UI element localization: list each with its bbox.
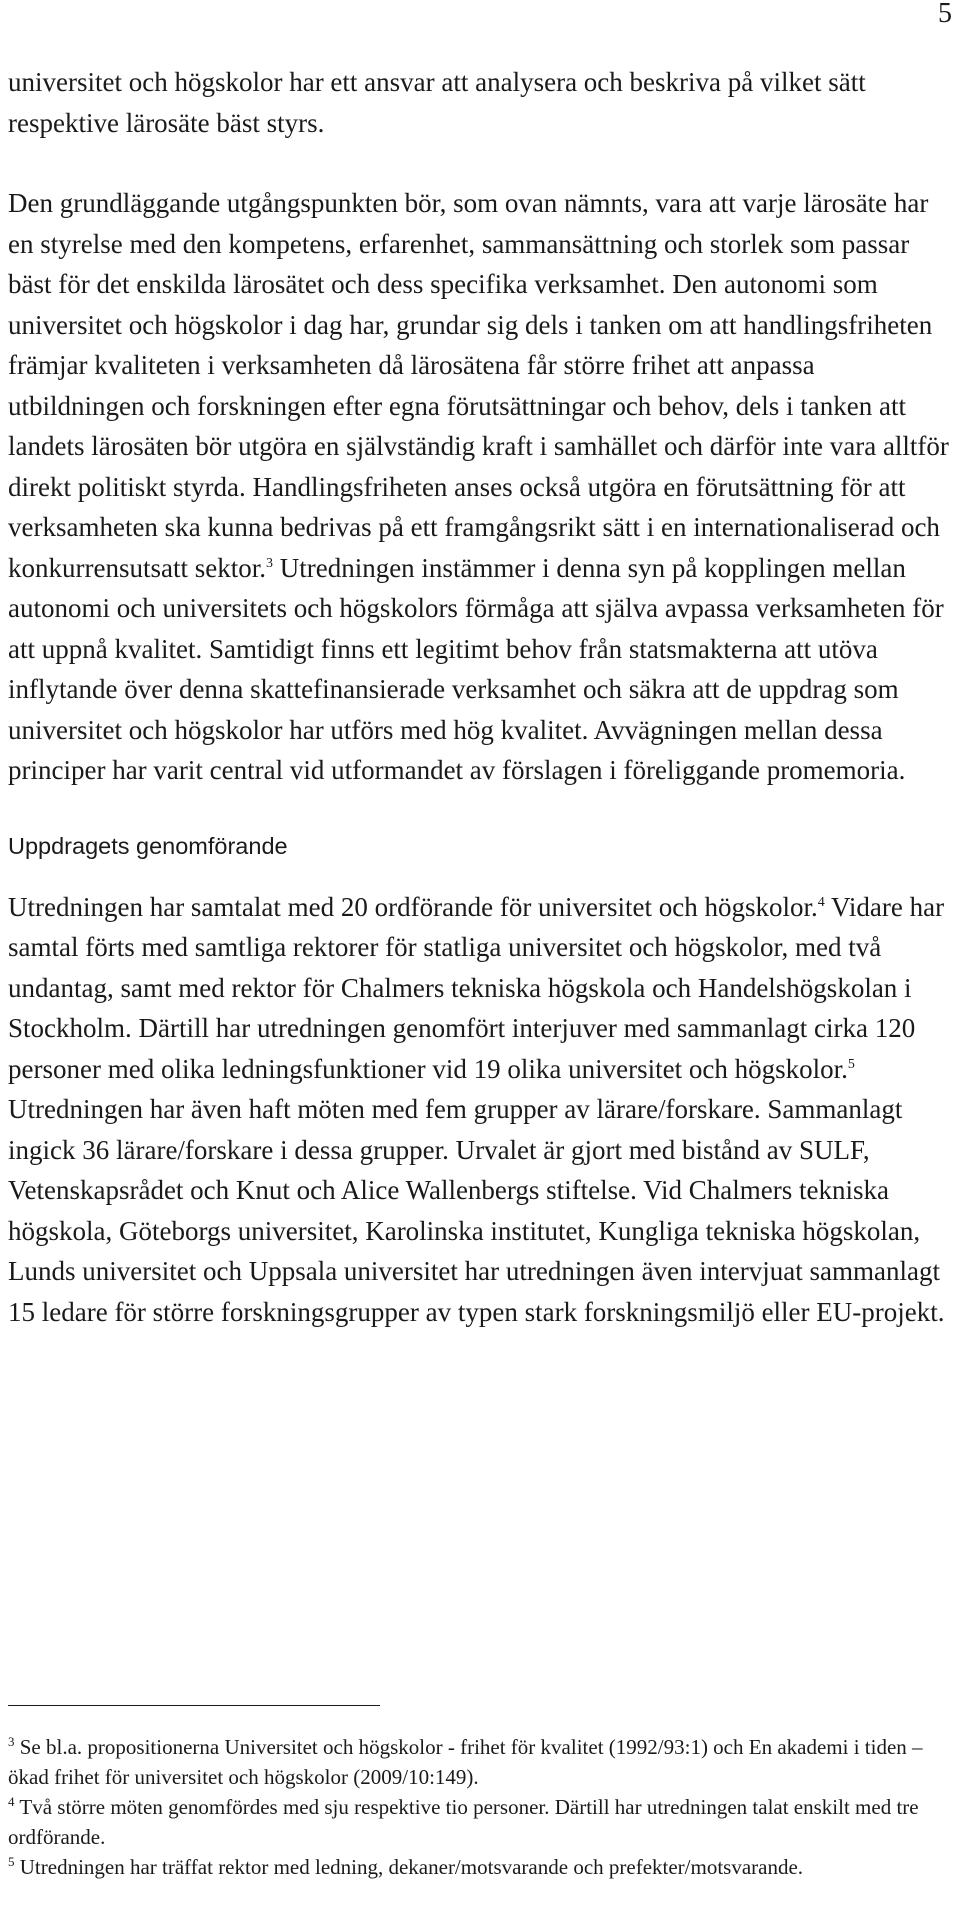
footnotes bbox=[8, 1705, 952, 1882]
footnote-ref-5: 5 bbox=[847, 1056, 855, 1072]
section-paragraph-part-2: Vidare har samtal förts med samtliga rektorer för statliga universitet och högskolor, med två undantag, samt med rektor för Chalmers tekniska högskola och Handelshögskolan i Stockholm. Därtill har utredningen genomfört interjuver med sammanlagt cirka 120 personer med olika ledningsfunktioner vid 19 olika universitet och högskolor. bbox=[8, 891, 945, 1084]
footnote-ref-3: 3 bbox=[265, 555, 273, 571]
footnote-number-3: 3 bbox=[8, 1734, 15, 1749]
section-heading: Uppdragets genomförande bbox=[8, 832, 288, 859]
section-paragraph bbox=[8, 887, 952, 1333]
footnote-5 bbox=[8, 1852, 952, 1882]
footnote-number-4: 4 bbox=[8, 1794, 15, 1809]
footnote-3 bbox=[8, 1732, 952, 1792]
section-paragraph-part-3: Utredningen har även haft möten med fem grupper av lärare/forskare. Sammanlagt ingick 36 lärare/forskare i dessa grupper. Urvalet är gjort med bistånd av SULF, Vetenskapsrådet och Knut och Alice Wallenbergs stiftelse. Vid Chalmers tekniska högskola, Göteborgs universitet, Karolinska institutet, Kungliga tekniska högskolan, Lunds universitet och Uppsala universitet har utredningen även intervjuat sammanlagt 15 ledare för större forskningsgrupper av typen stark forskningsmiljö eller EU-projekt. bbox=[8, 1094, 945, 1327]
footnote-text-4: Två större möten genomfördes med sju respektive tio personer. Därtill har utredningen talat enskilt med tre ordförande. bbox=[8, 1795, 919, 1849]
paragraph-spacer bbox=[8, 143, 952, 183]
paragraph-1: universitet och högskolor har ett ansvar att analysera och beskriva på vilket sätt respektive lärosäte bäst styrs. bbox=[8, 67, 866, 138]
footnote-number-5: 5 bbox=[8, 1854, 15, 1869]
page-number: 5 bbox=[938, 0, 952, 29]
footnote-ref-4: 4 bbox=[817, 894, 825, 910]
paragraph-2-part-2: Utredningen instämmer i denna syn på kopplingen mellan autonomi och universitets och högskolors förmåga att själva avpassa verksamheten för att uppnå kvalitet. Samtidigt finns ett legitimt behov från statsmakterna att utöva inflytande över denna skattefinansierade verksamhet och säkra att de uppdrag som universitet och högskolor har utförs med hög kvalitet. Avvägningen mellan dessa principer har varit central vid utformandet av förslagen i föreliggande promemoria. bbox=[8, 552, 944, 785]
footnote-4 bbox=[8, 1792, 952, 1852]
section-paragraph-part-1: Utredningen har samtalat med 20 ordförande för universitet och högskolor. bbox=[8, 891, 818, 922]
paragraph-2 bbox=[8, 183, 952, 791]
footnote-text-3: Se bl.a. propositionerna Universitet och högskolor - frihet för kvalitet (1992/93:1) och En akademi i tiden – ökad frihet för universitet och högskolor (2009/10:149). bbox=[8, 1735, 923, 1789]
footnote-divider bbox=[8, 1705, 380, 1706]
paragraph-2-part-1: Den grundläggande utgångspunkten bör, som ovan nämnts, vara att varje lärosäte har en styrelse med den kompetens, erfarenhet, sammansättning och storlek som passar bäst för det enskilda lärosätet och dess specifika verksamhet. Den autonomi som universitet och högskolor i dag har, grundar sig dels i tanken om att handlingsfriheten främjar kvaliteten i verksamheten då lärosätena får större frihet att anpassa utbildningen och forskningen efter egna förutsättningar och behov, dels i tanken att landets lärosäten bör utgöra en självständig kraft i samhället och därför inte vara alltför direkt politiskt styrda. Handlingsfriheten anses också utgöra en förutsättning för att verksamheten ska kunna bedrivas på ett framgångsrikt sätt i en internationaliserad och konkurrensutsatt sektor. bbox=[8, 188, 949, 583]
page-body bbox=[8, 62, 952, 1332]
footnote-text-5: Utredningen har träffat rektor med ledning, dekaner/motsvarande och prefekter/motsvarande. bbox=[19, 1855, 804, 1879]
